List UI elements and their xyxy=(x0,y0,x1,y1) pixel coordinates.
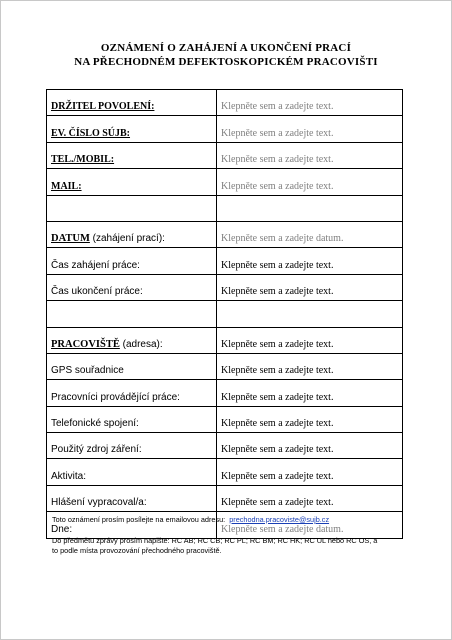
footer-send-text: Toto oznámení prosím posílejte na emailovou adresu: xyxy=(52,515,226,524)
footer-send-instructions xyxy=(52,515,329,524)
radiation-source-field[interactable]: Klepněte sem a zadejte text. xyxy=(217,433,403,459)
label-mail: MAIL: xyxy=(47,169,217,195)
label-phone: TEL./MOBIL: xyxy=(47,142,217,168)
title-line-2: NA PŘECHODNÉM DEFEKTOSKOPICKÉM PRACOVIŠTI xyxy=(74,56,378,68)
label-end-time: Čas ukončení práce: xyxy=(47,274,217,300)
table-row xyxy=(47,406,403,432)
label-start-time: Čas zahájení práce: xyxy=(47,248,217,274)
label-activity: Aktivita: xyxy=(47,459,217,485)
table-row xyxy=(47,274,403,300)
registration-number-field[interactable]: Klepněte sem a zadejte text. xyxy=(217,116,403,142)
empty-cell xyxy=(47,195,217,221)
table-row-empty xyxy=(47,195,403,221)
table-row xyxy=(47,459,403,485)
email-link[interactable]: prechodna.pracoviste@sujb.cz xyxy=(229,515,330,524)
label-permit-holder: DRŽITEL POVOLENÍ: xyxy=(47,90,217,116)
report-author-field[interactable]: Klepněte sem a zadejte text. xyxy=(217,485,403,511)
document-title xyxy=(0,41,452,69)
workplace-field[interactable]: Klepněte sem a zadejte text. xyxy=(217,327,403,353)
table-row xyxy=(47,327,403,353)
label-phone-contact: Telefonické spojení: xyxy=(47,406,217,432)
label-start-date-bold: DATUM xyxy=(51,233,90,245)
table-row-empty xyxy=(47,301,403,327)
label-radiation-source: Použitý zdroj záření: xyxy=(47,433,217,459)
label-start-date-suffix: (zahájení prací): xyxy=(89,233,165,245)
footer-subject-instructions: Do předmětu zprávy prosím napište: RC AB; RC CB; RC PL; RC BM; RC HK; RC UL nebo RC OS, a to podle místa provozování přechodného pracoviště. xyxy=(52,536,378,555)
label-workplace-bold: PRACOVIŠTĚ xyxy=(51,338,120,350)
empty-cell xyxy=(217,301,403,327)
end-time-field[interactable]: Klepněte sem a zadejte text. xyxy=(217,274,403,300)
label-gps: GPS souřadnice xyxy=(47,353,217,379)
permit-holder-field[interactable]: Klepněte sem a zadejte text. xyxy=(217,90,403,116)
table-row xyxy=(47,485,403,511)
title-line-1: OZNÁMENÍ O ZAHÁJENÍ A UKONČENÍ PRACÍ xyxy=(100,42,352,54)
activity-field[interactable]: Klepněte sem a zadejte text. xyxy=(217,459,403,485)
phone-contact-field[interactable]: Klepněte sem a zadejte text. xyxy=(217,406,403,432)
label-workplace xyxy=(47,327,217,353)
table-row xyxy=(47,116,403,142)
empty-cell xyxy=(47,301,217,327)
label-workers: Pracovníci provádějící práce: xyxy=(47,380,217,406)
notification-form-table xyxy=(46,89,403,539)
table-row xyxy=(47,433,403,459)
table-row xyxy=(47,90,403,116)
label-start-date xyxy=(47,221,217,247)
table-row xyxy=(47,353,403,379)
workers-field[interactable]: Klepněte sem a zadejte text. xyxy=(217,380,403,406)
phone-field[interactable]: Klepněte sem a zadejte text. xyxy=(217,142,403,168)
table-row xyxy=(47,142,403,168)
table-row xyxy=(47,248,403,274)
label-registration-number: EV. ČÍSLO SÚJB: xyxy=(47,116,217,142)
date-field[interactable]: Klepněte sem a zadejte datum. xyxy=(217,512,403,538)
empty-cell xyxy=(217,195,403,221)
table-row xyxy=(47,169,403,195)
label-date: Dne: xyxy=(47,512,217,538)
mail-field[interactable]: Klepněte sem a zadejte text. xyxy=(217,169,403,195)
table-row xyxy=(47,221,403,247)
label-workplace-suffix: (adresa): xyxy=(119,338,163,350)
start-date-field[interactable]: Klepněte sem a zadejte datum. xyxy=(217,221,403,247)
table-row xyxy=(47,380,403,406)
start-time-field[interactable]: Klepněte sem a zadejte text. xyxy=(217,248,403,274)
label-report-author: Hlášení vypracoval/a: xyxy=(47,485,217,511)
gps-field[interactable]: Klepněte sem a zadejte text. xyxy=(217,353,403,379)
